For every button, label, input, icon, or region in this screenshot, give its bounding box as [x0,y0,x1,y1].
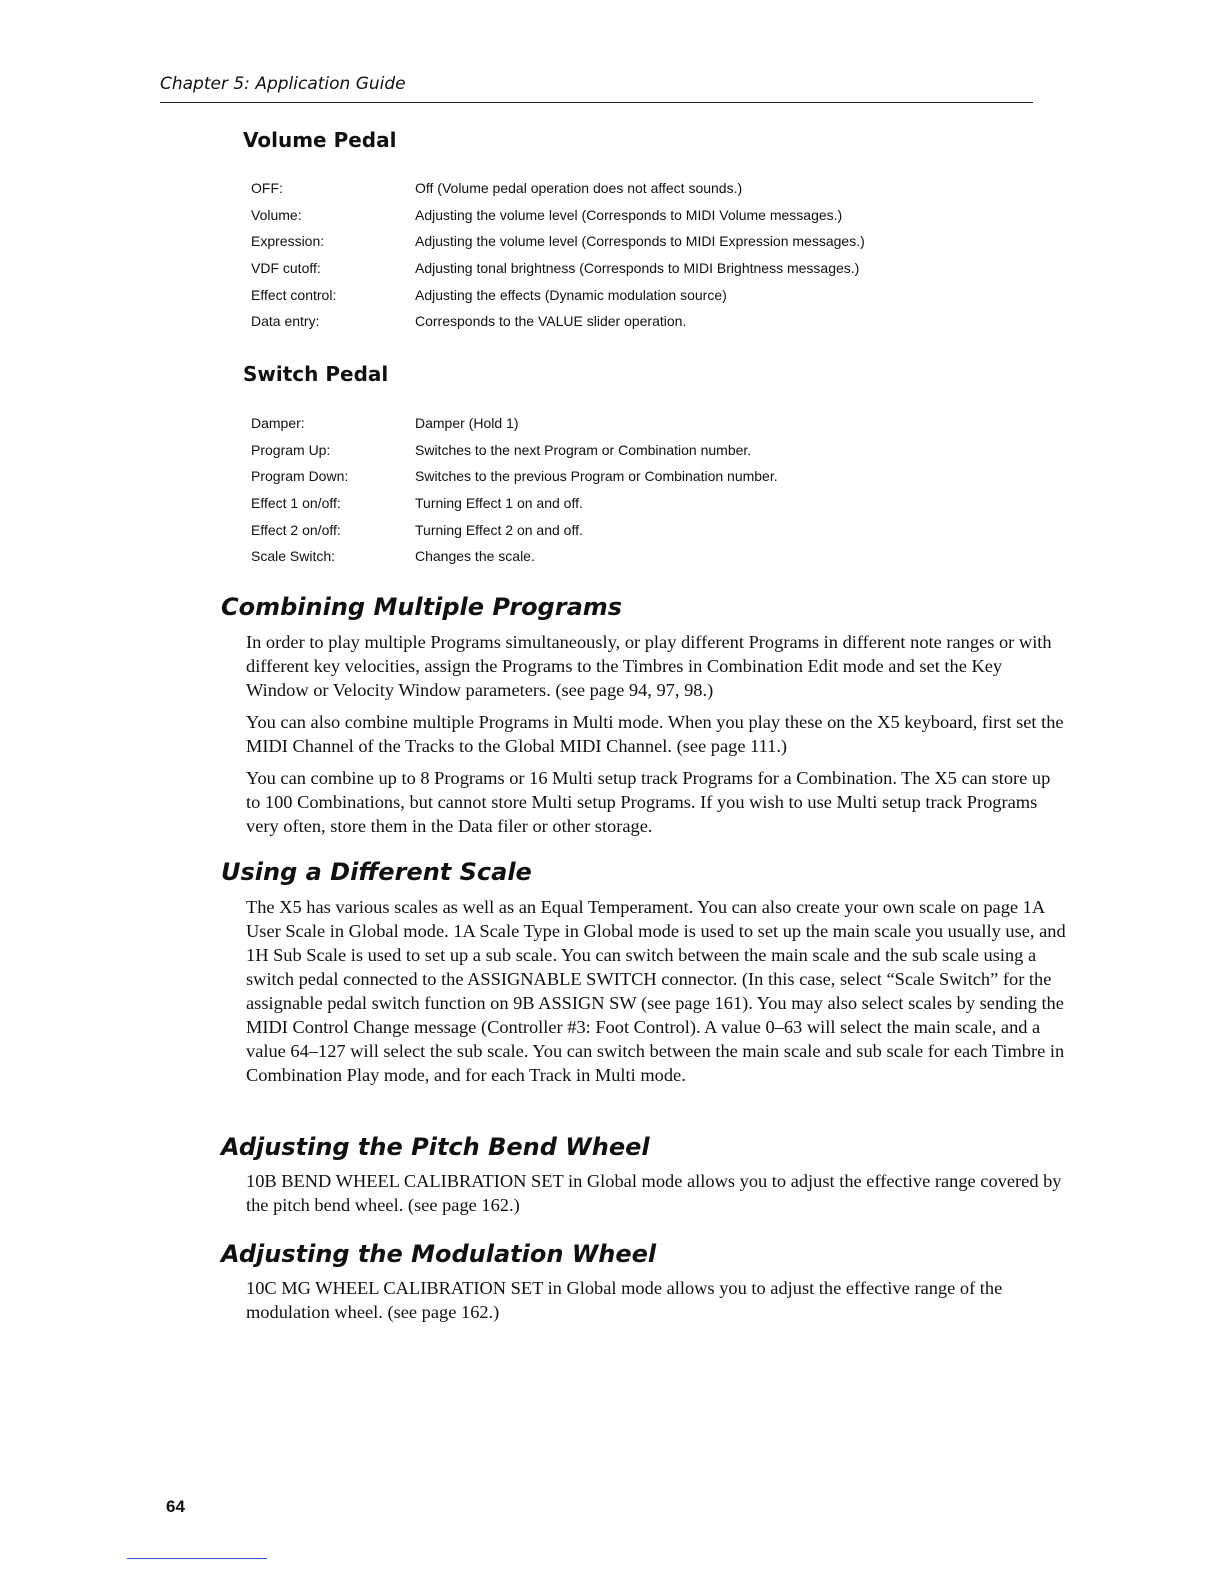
running-head: Chapter 5: Application Guide [160,74,406,94]
param-name: Program Up: [251,441,331,458]
param-name: VDF cutoff: [251,260,321,277]
header-rule [160,102,1033,103]
param-desc: Changes the scale. [415,548,535,565]
table-row [251,281,865,308]
table-row [251,516,778,543]
switch-pedal-heading: Switch Pedal [243,362,389,386]
section-title-scale: Using a Different Scale [221,858,532,886]
section-body-pitch-bend [246,1169,1066,1225]
section-body-scale [246,895,1066,1095]
param-name: OFF: [251,180,283,197]
param-name: Volume: [251,206,302,223]
section-title-modulation: Adjusting the Modulation Wheel [221,1240,657,1268]
table-row [251,308,865,335]
param-desc: Turning Effect 1 on and off. [415,495,583,512]
bottom-rule [127,1558,267,1559]
table-row [251,175,865,202]
paragraph: In order to play multiple Programs simultaneously, or play different Programs in different note ranges or with different key velocities, assign the Programs to the Timbres in Combination Edit mode and set the Key Window or Velocity Window parameters. (see page 94, 97, 98.) [246,632,1052,700]
page-number: 64 [166,1497,185,1516]
param-desc: Adjusting tonal brightness (Corresponds to MIDI Brightness messages.) [415,260,860,277]
table-row [251,463,778,490]
param-name: Data entry: [251,313,320,330]
table-row [251,543,778,570]
paragraph: You can also combine multiple Programs in Multi mode. When you play these on the X5 keyboard, first set the MIDI Channel of the Tracks to the Global MIDI Channel. (see page 111.) [246,712,1064,756]
table-row [251,255,865,282]
param-name: Effect 1 on/off: [251,495,341,512]
param-name: Scale Switch: [251,548,336,565]
table-row [251,202,865,229]
param-desc: Damper (Hold 1) [415,415,519,432]
param-name: Expression: [251,233,325,250]
param-name: Effect control: [251,286,337,303]
section-title-combining: Combining Multiple Programs [221,593,623,621]
table-row [251,490,778,517]
section-title-pitch-bend: Adjusting the Pitch Bend Wheel [221,1133,650,1161]
section-body-combining [246,630,1066,846]
paragraph: You can combine up to 8 Programs or 16 Multi setup track Programs for a Combination. The X5 can store up to 100 Combinations, but cannot store Multi setup Programs. If you wish to use Multi setup track Programs very often, store them in the Data filer or other storage. [246,768,1051,836]
param-desc: Off (Volume pedal operation does not affect sounds.) [415,180,743,197]
table-row [251,437,778,464]
param-name: Damper: [251,415,305,432]
param-desc: Adjusting the volume level (Corresponds to MIDI Volume messages.) [415,206,843,223]
param-name: Effect 2 on/off: [251,521,341,538]
paragraph: 10B BEND WHEEL CALIBRATION SET in Global mode allows you to adjust the effective range covered by the pitch bend wheel. (see page 162.) [246,1171,1062,1215]
param-desc: Adjusting the effects (Dynamic modulation source) [415,286,727,303]
param-desc: Switches to the next Program or Combination number. [415,441,752,458]
volume-pedal-table [251,175,865,335]
param-desc: Corresponds to the VALUE slider operation. [415,313,687,330]
param-desc: Adjusting the volume level (Corresponds to MIDI Expression messages.) [415,233,865,250]
paragraph: 10C MG WHEEL CALIBRATION SET in Global mode allows you to adjust the effective range of the modulation wheel. (see page 162.) [246,1278,1003,1322]
param-desc: Switches to the previous Program or Combination number. [415,468,778,485]
table-row [251,228,865,255]
volume-pedal-heading: Volume Pedal [243,128,397,152]
param-desc: Turning Effect 2 on and off. [415,521,583,538]
table-row [251,410,778,437]
param-name: Program Down: [251,468,349,485]
section-body-modulation [246,1276,1066,1332]
switch-pedal-table [251,410,778,570]
paragraph: The X5 has various scales as well as an Equal Temperament. You can also create your own scale on page 1A User Scale in Global mode. 1A Scale Type in Global mode is used to set up the main scale you usually use, and 1H Sub Scale is used to set up a sub scale. You can switch between the main scale and the sub scale using a switch pedal connected to the ASSIGNABLE SWITCH connector. (In this case, select “Scale Switch” for the assignable pedal switch function on 9B ASSIGN SW (see page 161). You may also select scales by sending the MIDI Control Change message (Controller #3: Foot Control). A value 0–63 will select the main scale, and a value 64–127 will select the sub scale. You can switch between the main scale and sub scale for each Timbre in Combination Play mode, and for each Track in Multi mode. [246,897,1066,1085]
